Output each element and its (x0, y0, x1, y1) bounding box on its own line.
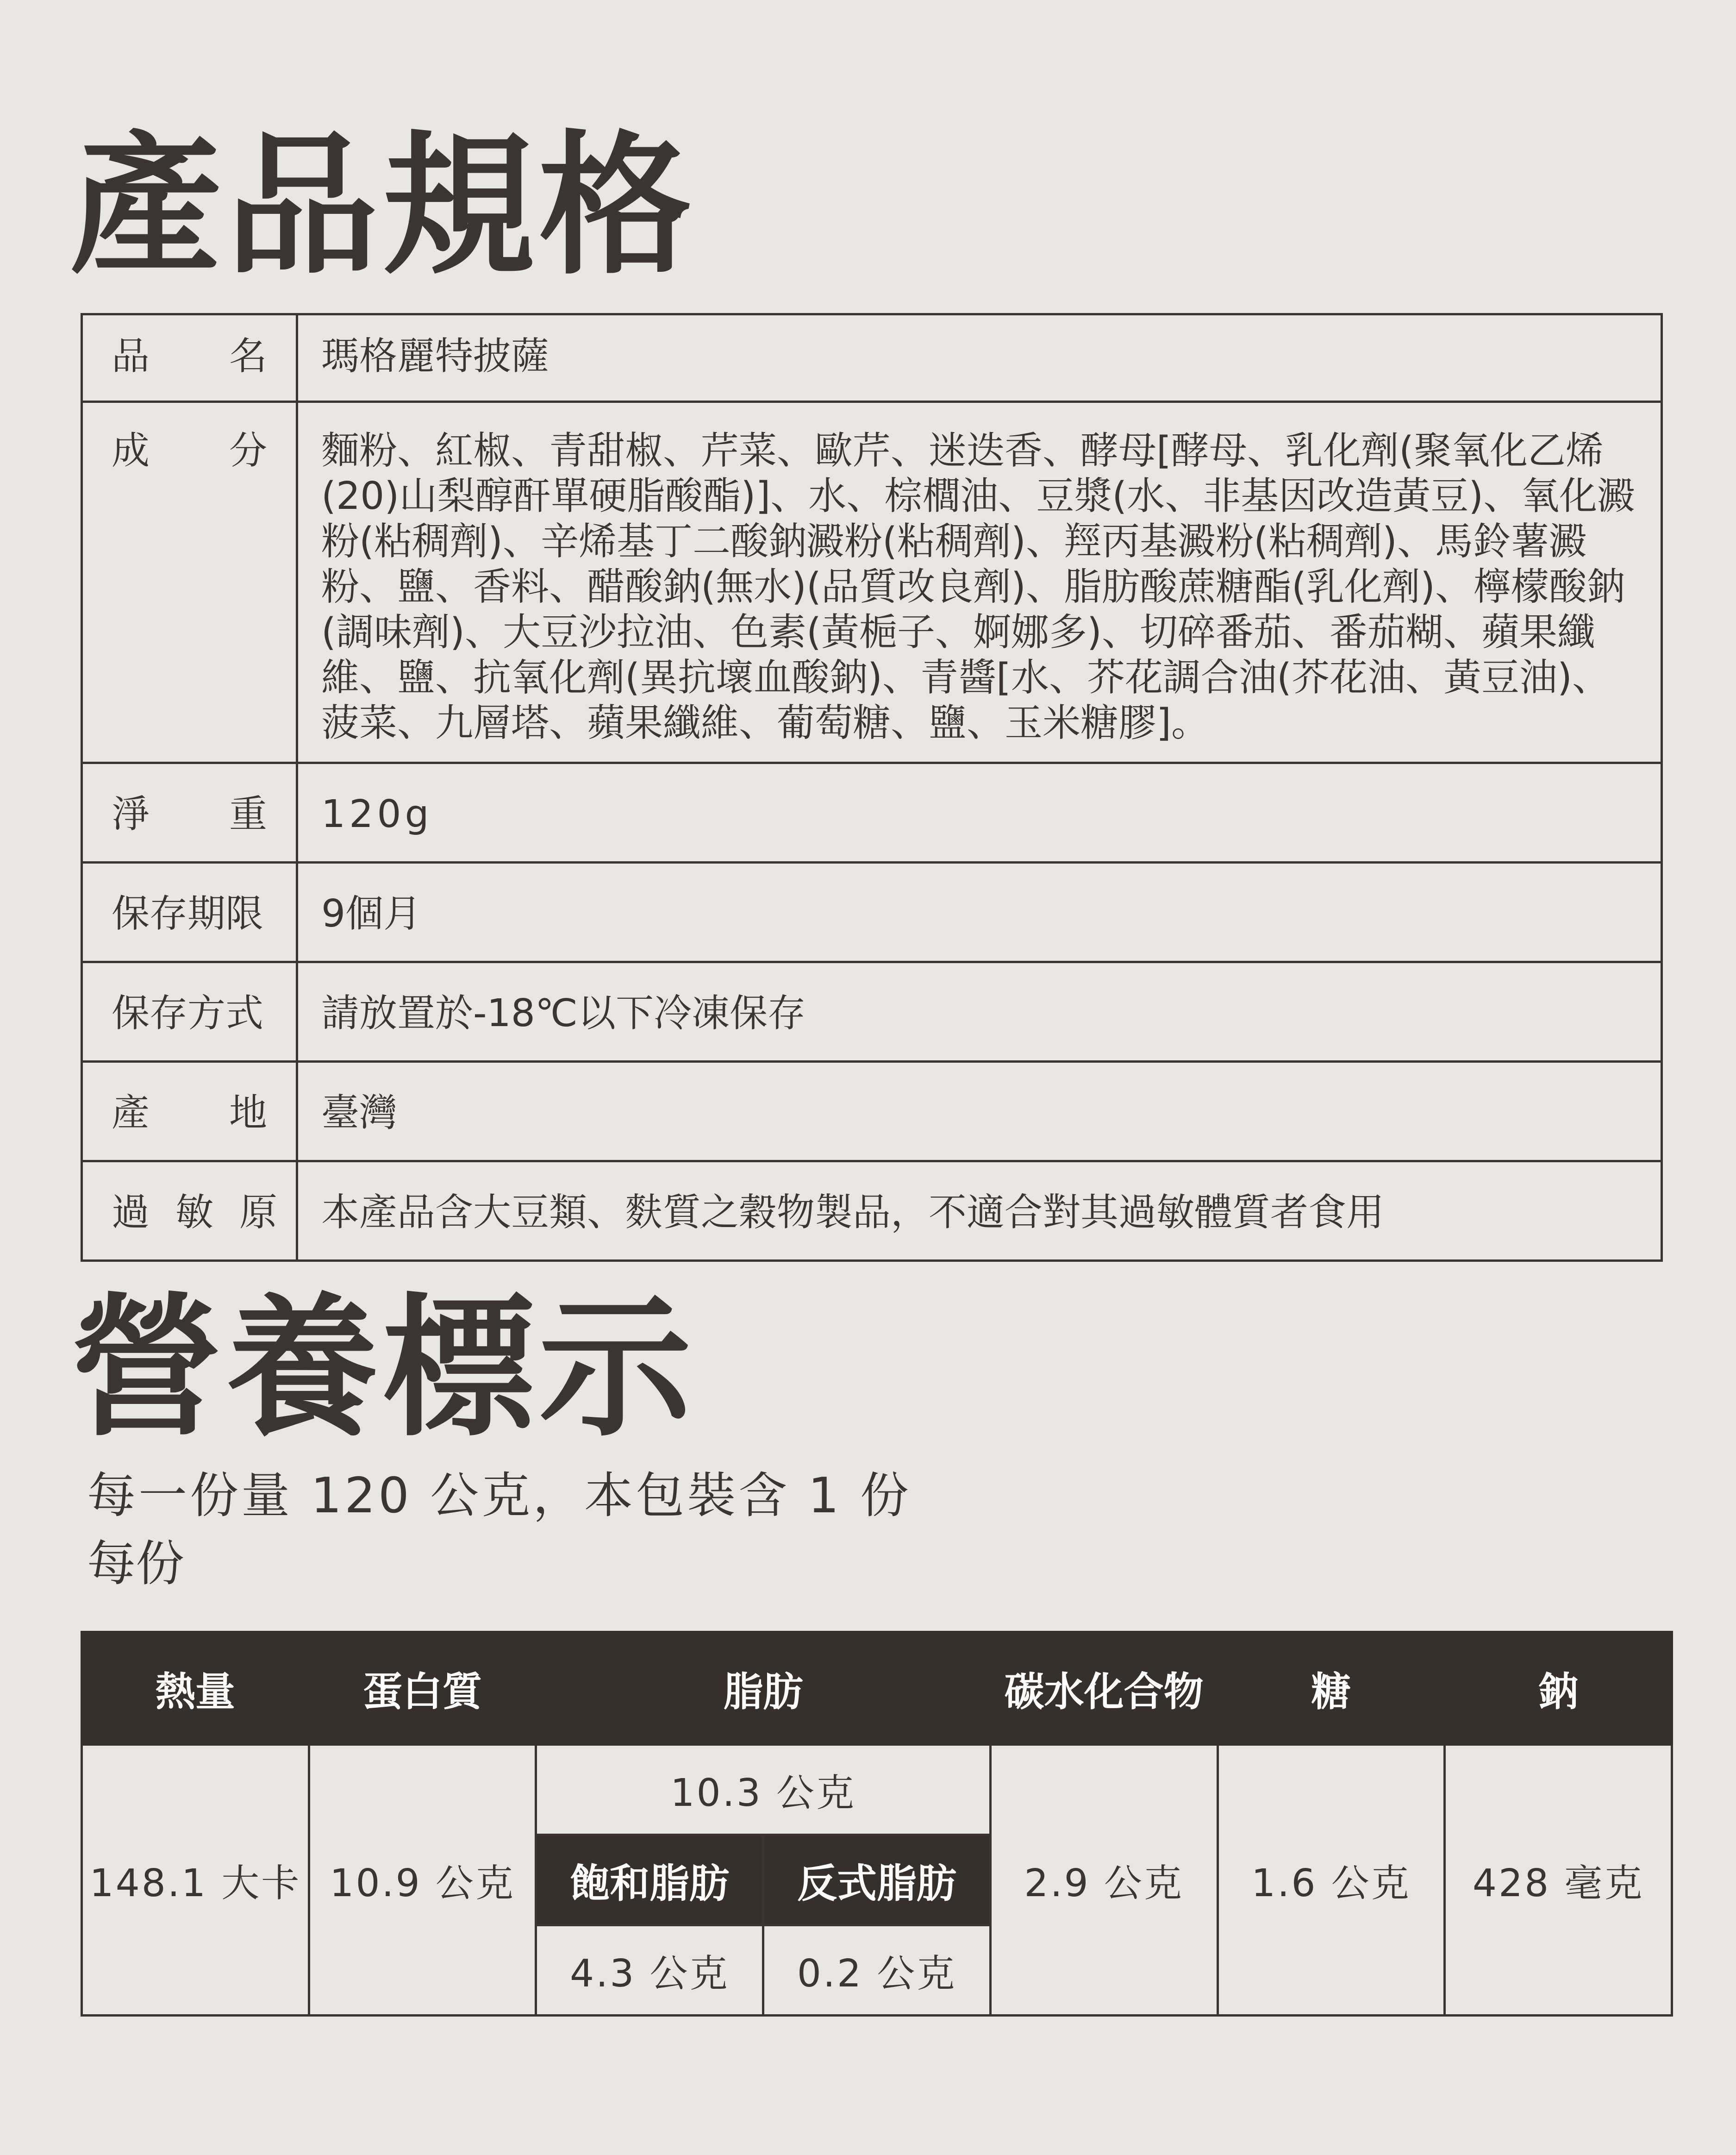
header-saturated-fat: 飽和脂肪 (536, 1835, 763, 1925)
allergen-info: 本產品含大豆類、麩質之穀物製品，不適合對其過敏體質者食用 (297, 1161, 1662, 1261)
nutrition-table (81, 1631, 1673, 2017)
storage-method: 請放置於-18℃以下冷凍保存 (297, 962, 1662, 1062)
spec-table (81, 313, 1663, 1262)
shelf-life: 9個月 (297, 863, 1662, 962)
label-char: 品 (112, 334, 150, 378)
value-protein: 10.9 公克 (309, 1745, 536, 2016)
value-saturated-fat: 4.3 公克 (536, 1925, 763, 2016)
serving-size-line: 每一份量 120 公克，本包裝含 1 份 (87, 1467, 912, 1524)
label-char: 地 (229, 1091, 267, 1135)
spec-row-shelf-life (82, 863, 1662, 962)
header-sugar: 糖 (1218, 1632, 1445, 1745)
spec-label-cell (82, 314, 297, 402)
label-char: 淨 (112, 792, 150, 836)
value-sodium: 428 毫克 (1445, 1745, 1672, 2016)
spec-row-storage (82, 962, 1662, 1062)
label-text: 保存方式 (112, 991, 264, 1035)
ingredients-text: 麵粉、紅椒、青甜椒、芹菜、歐芹、迷迭香、酵母[酵母、乳化劑(聚氧化乙烯(20)山梨醇酐單硬脂酸酯)]、水、棕櫚油、豆漿(水、非基因改造黃豆)、氧化澱粉(粘稠劑)、辛烯基丁二酸鈉澱粉(粘稠劑)、羥丙基澱粉(粘稠劑)、馬鈴薯澱粉、鹽、香料、醋酸鈉(無水)(品質改良劑)、脂肪酸蔗糖酯(乳化劑)、檸檬酸鈉(調味劑)、大豆沙拉油、色素(黃梔子、婀娜多)、切碎番茄、番茄糊、蘋果纖維、鹽、抗氧化劑(異抗壞血酸鈉)、青醬[水、芥花調合油(芥花油、黃豆油)、菠菜、九層塔、蘋果纖維、葡萄糖、鹽、玉米糖膠]。 (297, 402, 1662, 763)
nutrition-title: 營養標示 (69, 1279, 695, 1457)
value-calories: 148.1 大卡 (82, 1745, 309, 2016)
spec-row-name (82, 314, 1662, 402)
nutrition-value-row (82, 1745, 1672, 1835)
spec-row-origin (82, 1062, 1662, 1161)
spec-title: 產品規格 (69, 117, 695, 295)
origin: 臺灣 (297, 1062, 1662, 1161)
label-char: 敏 (175, 1190, 213, 1234)
label-char: 重 (229, 792, 267, 836)
product-name: 瑪格麗特披薩 (297, 314, 1662, 402)
label-char: 原 (239, 1190, 277, 1234)
spec-label-cell (82, 1161, 297, 1261)
header-trans-fat: 反式脂肪 (763, 1835, 991, 1925)
label-char: 名 (229, 334, 267, 378)
spec-label-cell (82, 402, 297, 763)
label-char: 成 (112, 429, 150, 473)
value-trans-fat: 0.2 公克 (763, 1925, 991, 2016)
label-char: 產 (112, 1091, 150, 1135)
label-char: 過 (112, 1190, 150, 1234)
per-serving-label: 每份 (87, 1535, 185, 1592)
spec-row-allergen (82, 1161, 1662, 1261)
header-sodium: 鈉 (1445, 1632, 1672, 1745)
label-text: 保存期限 (112, 892, 264, 936)
header-fat: 脂肪 (536, 1632, 990, 1745)
spec-label-cell (82, 1062, 297, 1161)
spec-label-cell (82, 763, 297, 863)
header-calories: 熱量 (82, 1632, 309, 1745)
header-carbs: 碳水化合物 (990, 1632, 1218, 1745)
value-sugar: 1.6 公克 (1218, 1745, 1445, 2016)
spec-label-cell (82, 962, 297, 1062)
label-char: 分 (229, 429, 267, 473)
net-weight: 120g (297, 763, 1662, 863)
spec-row-weight (82, 763, 1662, 863)
header-protein: 蛋白質 (309, 1632, 536, 1745)
value-fat: 10.3 公克 (536, 1745, 990, 1835)
spec-label-cell (82, 863, 297, 962)
nutrition-header-row (82, 1632, 1672, 1745)
value-carbs: 2.9 公克 (990, 1745, 1218, 2016)
spec-row-ingredients (82, 402, 1662, 763)
